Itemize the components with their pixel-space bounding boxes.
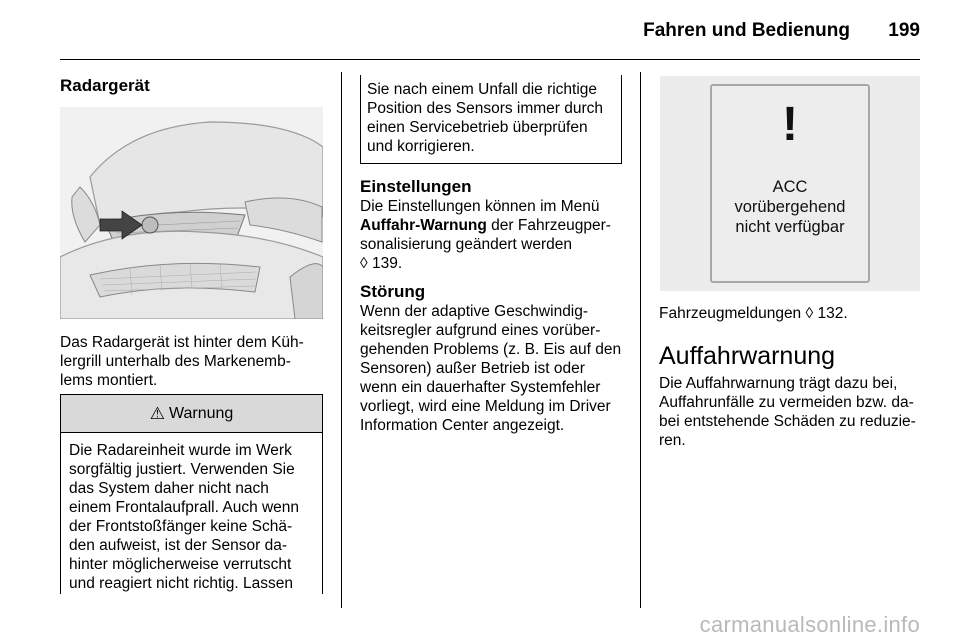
section-heading-radar: Radargerät	[60, 76, 150, 95]
text-line: Information Center angezeigt.	[360, 417, 565, 434]
reference-page: 139.	[367, 255, 403, 272]
text-line: Die Einstellungen können im Menü	[360, 198, 600, 215]
reference-symbol-icon: ◊	[805, 305, 814, 322]
warning-box	[60, 394, 323, 594]
menu-term: Auffahr-Warnung	[360, 217, 487, 234]
text-line: Sensoren) außer Betrieb ist oder	[360, 360, 585, 377]
display-panel	[710, 84, 870, 283]
watermark: carmanualsonline.info	[699, 612, 920, 637]
car-front-illustration	[60, 107, 323, 319]
column-divider-left	[341, 72, 342, 608]
text-line: einem Frontalaufprall. Auch wenn	[69, 499, 300, 516]
text-line	[360, 216, 611, 235]
section-heading-collision-warning: Auffahrwarnung	[659, 342, 836, 370]
column-divider-right	[640, 72, 641, 608]
reference-page: 132.	[813, 305, 848, 322]
header-divider	[60, 59, 920, 60]
text-line: Das Radargerät ist hinter dem Küh-	[60, 334, 304, 351]
warning-body	[61, 433, 322, 593]
fault-paragraph	[360, 302, 621, 435]
text-line: sorgfältig justiert. Verwenden Sie	[69, 461, 295, 478]
text-line: den aufweist, ist der Sensor da-	[69, 537, 287, 554]
settings-paragraph	[360, 197, 611, 273]
text-line: bei entstehende Schäden zu reduzie-	[659, 413, 916, 430]
text-line: und korrigieren.	[367, 138, 475, 155]
text-line: Auffahrunfälle zu vermeiden bzw. da-	[659, 394, 914, 411]
text-line: gehenden Problems (z. B. Eis auf den	[360, 341, 622, 358]
text-span: Fahrzeugmeldungen	[659, 305, 806, 322]
text-line: Position des Sensors immer durch	[367, 100, 604, 117]
text-line: hinter möglicherweise verrutscht	[69, 556, 292, 573]
exclamation-icon: !	[782, 98, 798, 151]
warning-box-continued	[360, 75, 622, 164]
text-line: lergrill unterhalb des Markenemb-	[60, 353, 291, 370]
display-line-temporary: vorübergehend	[734, 198, 846, 216]
section-heading-fault: Störung	[360, 282, 426, 301]
text-span: der Fahrzeugper-	[486, 217, 611, 234]
page-number: 199	[888, 20, 920, 41]
text-line: das System daher nicht nach	[69, 480, 269, 497]
driver-info-display-illustration	[660, 76, 920, 291]
radar-description	[60, 333, 304, 390]
text-line: wenn ein dauerhafter Systemfehler	[360, 379, 601, 396]
vehicle-messages-reference[interactable]	[659, 304, 848, 323]
text-line: vorliegt, wird eine Meldung im Driver	[360, 398, 611, 415]
text-line: Die Radareinheit wurde im Werk	[69, 442, 292, 459]
text-line: ren.	[659, 432, 686, 449]
text-line: Die Auffahrwarnung trägt dazu bei,	[659, 375, 898, 392]
reference-symbol-icon: ◊	[360, 255, 368, 272]
text-line: lems montiert.	[60, 372, 158, 389]
text-line: keitsregler aufgrund eines vorüber-	[360, 322, 601, 339]
text-line: Sie nach einem Unfall die richtige	[367, 81, 598, 98]
text-line: und reagiert nicht richtig. Lassen	[69, 575, 294, 592]
warning-header	[61, 395, 322, 433]
warning-title: Warnung	[168, 404, 234, 422]
collision-warning-paragraph	[659, 374, 916, 450]
display-line-unavailable: nicht verfügbar	[735, 218, 845, 236]
text-line: der Frontstoßfänger keine Schä-	[69, 518, 293, 535]
radar-sensor-illustration	[60, 107, 323, 319]
display-line-acc: ACC	[772, 178, 808, 196]
text-line: sonalisierung geändert werden	[360, 236, 572, 253]
page-reference[interactable]	[360, 254, 611, 273]
section-heading-settings: Einstellungen	[360, 177, 472, 196]
page-header-title: Fahren und Bedienung	[643, 20, 850, 41]
text-line: einen Servicebetrieb überprüfen	[367, 119, 588, 136]
text-line: Wenn der adaptive Geschwindig-	[360, 303, 589, 320]
warning-triangle-icon: ⚠	[149, 403, 165, 423]
